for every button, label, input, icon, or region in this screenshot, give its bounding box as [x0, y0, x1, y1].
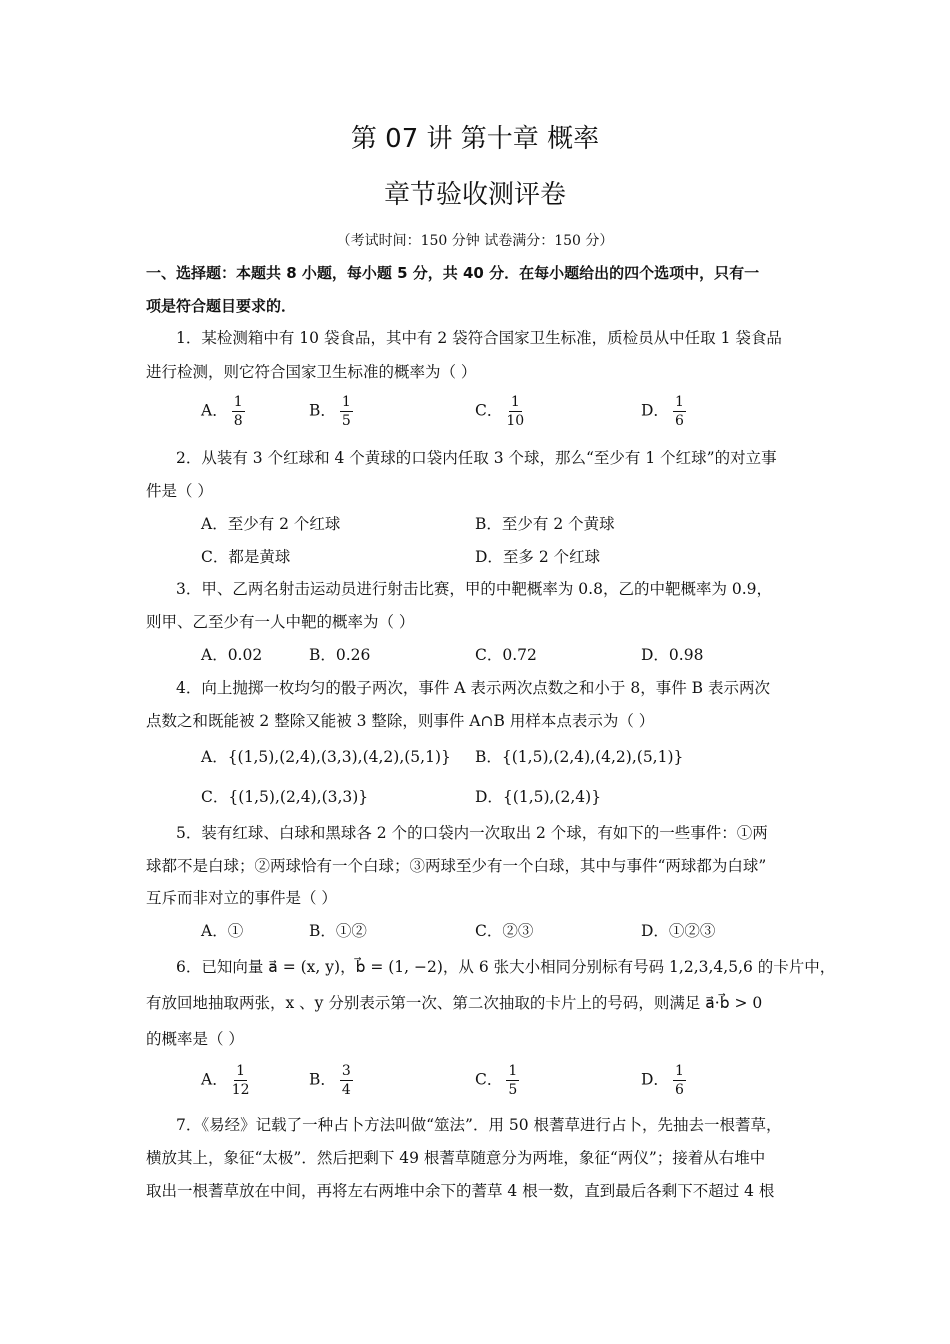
q2-option-a: A．至少有 2 个红球: [201, 515, 341, 533]
question-5-text-cont2: 互斥而非对立的事件是（ ）: [146, 889, 337, 907]
question-1-text: 1．某检测箱中有 10 袋食品，其中有 2 袋符合国家卫生标准，质检员从中任取 1 袋食品: [176, 329, 782, 347]
question-4-text-cont: 点数之和既能被 2 整除又能被 3 整除，则事件 A∩B 用样本点表示为（ ）: [146, 712, 655, 730]
question-5-text-cont: 球都不是白球；②两球恰有一个白球；③两球至少有一个白球，其中与事件“两球都为白球”: [146, 857, 767, 875]
q1-option-c: C． $\frac{1}{10}$: [475, 394, 525, 429]
question-3-text: 3．甲、乙两名射击运动员进行射击比赛，甲的中靶概率为 0.8，乙的中靶概率为 0.9，: [176, 580, 773, 598]
q3-option-b: B．0.26: [309, 646, 371, 664]
q3-option-c: C．0.72: [475, 646, 537, 664]
q2-option-c: C．都是黄球: [201, 548, 291, 566]
section-heading: 一、选择题：本题共 8 小题，每小题 5 分，共 40 分．在每小题给出的四个选项中，只有一: [146, 264, 760, 282]
question-3-text-cont: 则甲、乙至少有一人中靶的概率为（ ）: [146, 613, 415, 631]
question-6-text-cont2: 的概率是（ ）: [146, 1030, 244, 1048]
question-2-text-cont: 件是（ ）: [146, 482, 213, 500]
page-subtitle: 章节验收测评卷: [383, 180, 566, 210]
q4-option-d: D．{(1,5),(2,4)}: [475, 788, 602, 806]
question-6-text-cont: 有放回地抽取两张，x 、y 分别表示第一次、第二次抽取的卡片上的号码，则满足 a⃗·b⃗ > 0: [146, 994, 763, 1012]
q1-option-a: A． $\frac{1}{8}$: [201, 394, 243, 429]
q6-option-b: B． $\frac{3}{4}$: [309, 1063, 351, 1098]
question-7-text-cont2: 取出一根蓍草放在中间，再将左右两堆中余下的蓍草 4 根一数，直到最后各剩下不超过 4 根: [146, 1182, 775, 1200]
q1-option-b: B． $\frac{1}{5}$: [309, 394, 351, 429]
q2-option-d: D．至多 2 个红球: [475, 548, 601, 566]
q5-option-a: A．①: [201, 922, 244, 940]
q5-option-c: C．②③: [475, 922, 534, 940]
q6-option-a: A． $\frac{1}{12}$: [201, 1063, 250, 1098]
question-6-text: 6．已知向量 a⃗ = (x, y)，b⃗ = (1, −2)，从 6 张大小相同分别标有号码 1,2,3,4,5,6 的卡片中，: [176, 958, 836, 976]
q4-option-b: B．{(1,5),(2,4),(4,2),(5,1)}: [475, 748, 684, 766]
exam-info: （考试时间：150 分钟 试卷满分：150 分）: [336, 233, 614, 249]
section-heading-cont: 项是符合题目要求的．: [146, 297, 297, 315]
question-2-text: 2．从装有 3 个红球和 4 个黄球的口袋内任取 3 个球，那么“至少有 1 个红球”的对立事: [176, 449, 777, 467]
question-1-text-cont: 进行检测，则它符合国家卫生标准的概率为（ ）: [146, 363, 477, 381]
q3-option-d: D．0.98: [641, 646, 704, 664]
q1-option-d: D． $\frac{1}{6}$: [641, 394, 684, 429]
question-5-text: 5．装有红球、白球和黑球各 2 个的口袋内一次取出 2 个球，有如下的一些事件：①两: [176, 824, 768, 842]
q5-option-b: B．①②: [309, 922, 367, 940]
q3-option-a: A．0.02: [201, 646, 263, 664]
question-7-text-cont: 横放其上，象征“太极”．然后把剩下 49 根蓍草随意分为两堆，象征“两仪”；接着从右堆中: [146, 1149, 766, 1167]
q6-option-d: D． $\frac{1}{6}$: [641, 1063, 684, 1098]
question-7-text: 7．《易经》记载了一种占卜方法叫做“筮法”．用 50 根蓍草进行占卜，先抽去一根蓍草，: [176, 1116, 782, 1134]
q6-option-c: C． $\frac{1}{5}$: [475, 1063, 518, 1098]
q2-option-b: B．至少有 2 个黄球: [475, 515, 615, 533]
q5-option-d: D．①②③: [641, 922, 716, 940]
question-4-text: 4．向上抛掷一枚均匀的骰子两次，事件 A 表示两次点数之和小于 8，事件 B 表示两次: [176, 679, 770, 697]
q4-option-a: A．{(1,5),(2,4),(3,3),(4,2),(5,1)}: [201, 748, 451, 766]
page-title: 第 07 讲 第十章 概率: [350, 124, 600, 154]
q4-option-c: C．{(1,5),(2,4),(3,3)}: [201, 788, 369, 806]
